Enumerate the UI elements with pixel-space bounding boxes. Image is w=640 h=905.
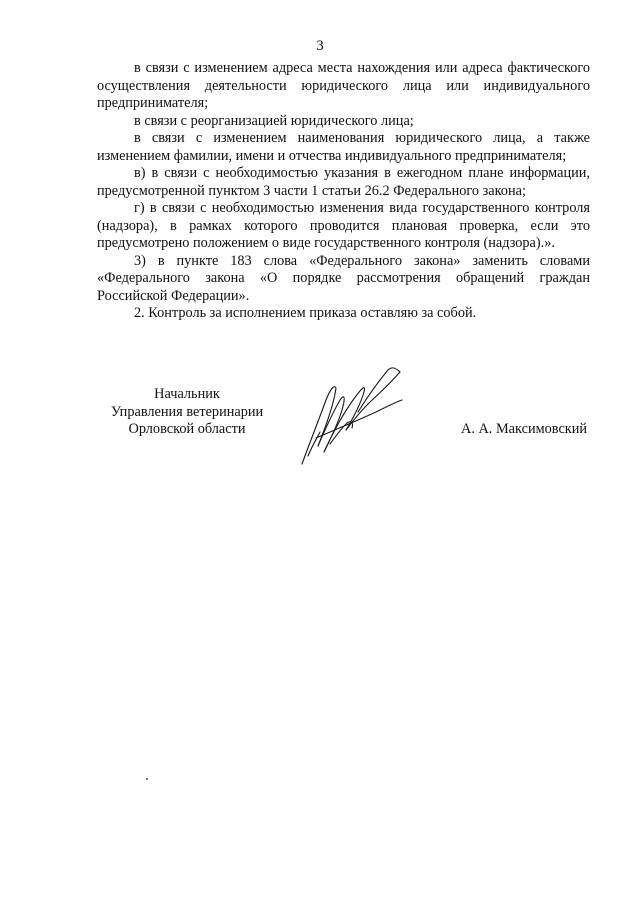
paragraph-item-v: в) в связи с необходимостью указания в ежегодном плане информации, предусмотренной пунктом 3 части 1 статьи 26.2 Федерального закона; (97, 165, 590, 199)
document-body (97, 60, 590, 323)
scan-speck (146, 778, 148, 780)
signer-position (80, 386, 294, 439)
paragraph-address-change: в связи с изменением адреса места нахождения или адреса фактического осуществления деятельности юридического лица или индивидуального предпринимателя; (97, 60, 590, 111)
signer-name: А. А. Максимовский (461, 421, 588, 437)
paragraph-item-g: г) в связи с необходимостью изменения вида государственного контроля (надзора), в рамках которого проводится плановая проверка, если это предусмотрено положением о виде государственного контроля (надзора).». (97, 200, 590, 251)
signer-position-line1: Начальник (154, 386, 220, 402)
signer-position-line3: Орловской области (128, 421, 246, 437)
paragraph-reorganization: в связи с реорганизацией юридического лица; (134, 112, 414, 129)
paragraph-name-change: в связи с изменением наименования юридического лица, а также изменением фамилии, имени и отчества индивидуального предпринимателя; (97, 130, 590, 164)
paragraph-item-3: 3) в пункте 183 слова «Федерального закона» заменить словами «Федерального закона «О порядке рассмотрения обращений граждан Российской Федерации». (97, 252, 590, 304)
paragraph-control: 2. Контроль за исполнением приказа оставляю за собой. (134, 305, 477, 321)
handwritten-signature-icon (296, 360, 408, 470)
signer-position-line2: Управления ветеринарии (110, 403, 264, 420)
page-number: 3 (316, 38, 324, 54)
